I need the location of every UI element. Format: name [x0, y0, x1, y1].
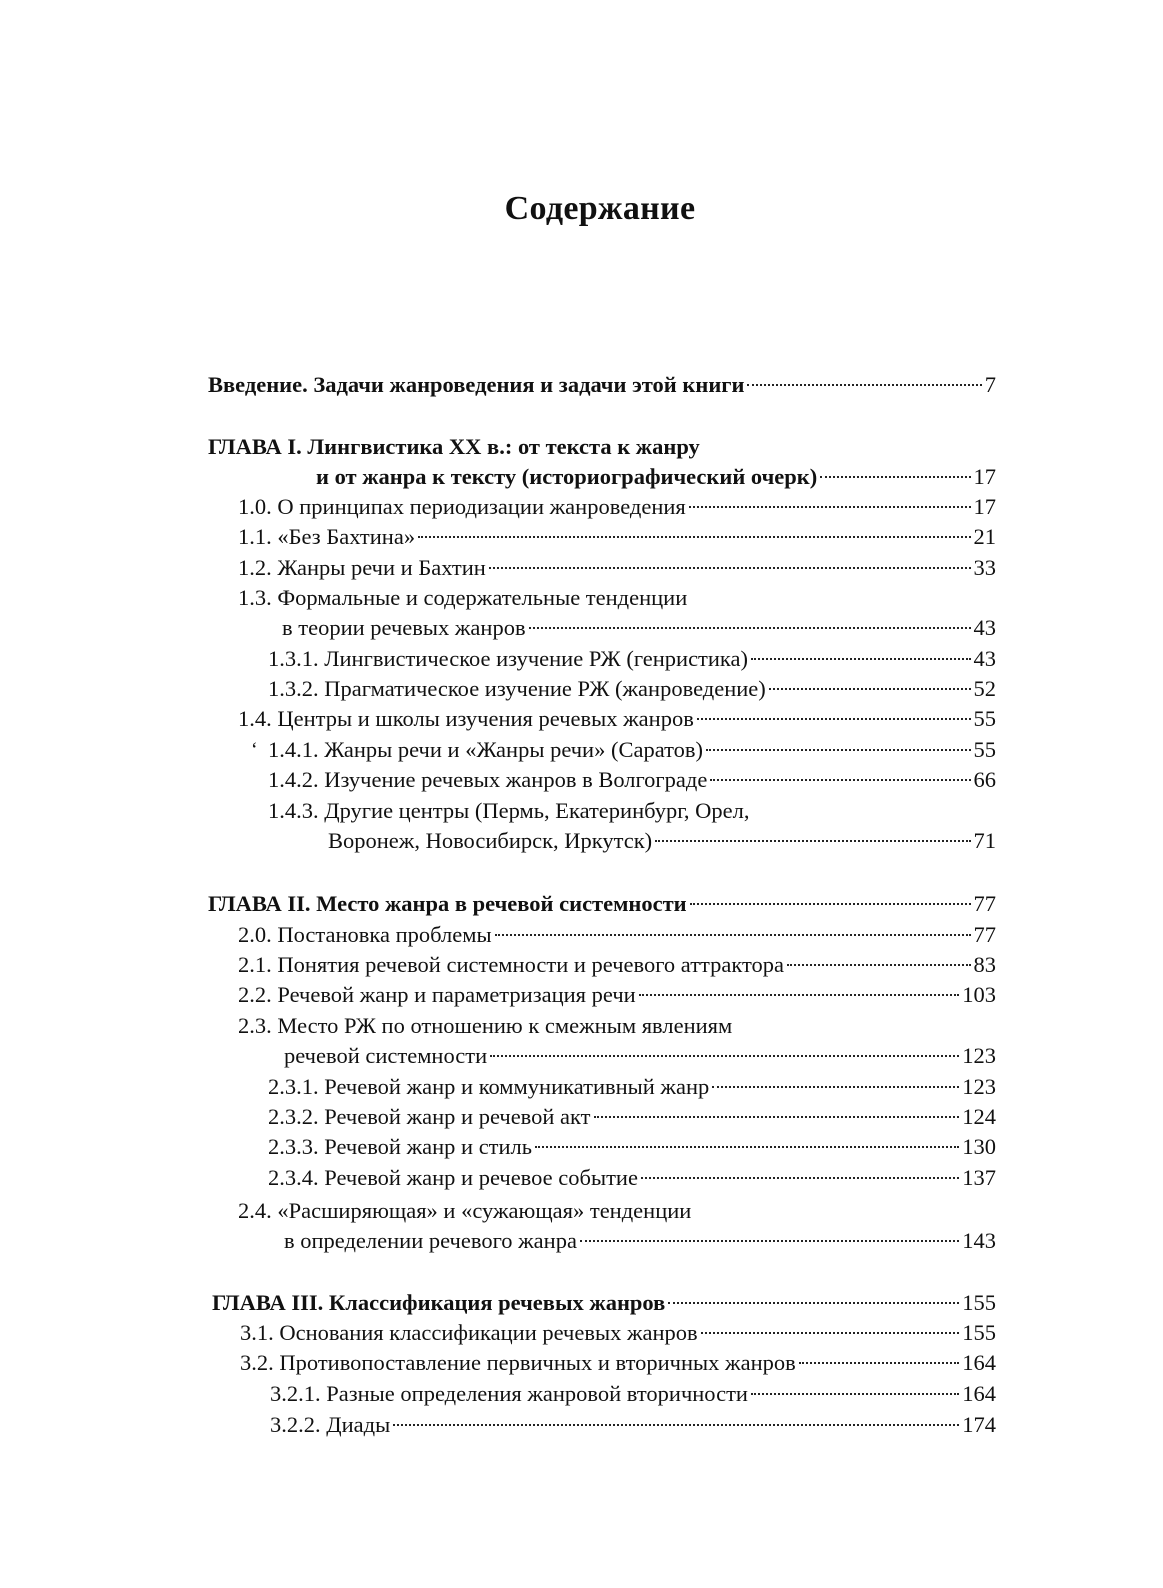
toc-entry-text: ГЛАВА III. Классификация речевых жанров — [212, 1290, 666, 1315]
toc-page-number: 55 — [973, 737, 996, 762]
toc-page-number: 164 — [962, 1350, 996, 1375]
toc-entry-text: 3.2.2. Диады — [270, 1412, 391, 1437]
toc-entry-text: и от жанра к тексту (историографический очерк) — [316, 464, 818, 489]
toc-page-number: 174 — [962, 1412, 996, 1437]
toc-entry-chapter-1-cont[interactable] — [316, 462, 996, 492]
toc-entry-text: 1.0. О принципах периодизации жанроведения — [238, 494, 686, 519]
dot-leader — [769, 688, 971, 690]
toc-entry-text: 2.3.2. Речевой жанр и речевой акт — [268, 1104, 591, 1129]
toc-entry-3-2-1[interactable] — [270, 1379, 996, 1409]
toc-entry-text: 2.3.3. Речевой жанр и стиль — [268, 1134, 533, 1159]
toc-entry-1-1[interactable] — [238, 522, 996, 552]
toc-page-number: 103 — [962, 982, 996, 1007]
dot-leader — [697, 718, 971, 720]
toc-entry-chapter-1[interactable] — [208, 432, 700, 462]
toc-page-number: 123 — [962, 1043, 996, 1068]
toc-entry-2-3-cont[interactable] — [284, 1041, 996, 1071]
toc-entry-2-3[interactable] — [238, 1011, 732, 1041]
dot-leader — [701, 1332, 960, 1334]
toc-entry-text: 2.1. Понятия речевой системности и речевого аттрактора — [238, 952, 785, 977]
toc-entry-text: в определении речевого жанра — [284, 1228, 577, 1253]
toc-page-number: 43 — [973, 646, 996, 671]
toc-page-number: 43 — [973, 615, 996, 640]
toc-page-number: 155 — [962, 1290, 996, 1315]
dot-leader — [690, 903, 971, 905]
dot-leader — [710, 779, 970, 781]
dot-leader — [580, 1240, 959, 1242]
toc-page-number: 155 — [962, 1320, 996, 1345]
toc-entry-1-3-1[interactable] — [268, 644, 996, 674]
toc-entry-text: 1.4.3. Другие центры (Пермь, Екатеринбург, Орел, — [268, 798, 750, 823]
toc-page-number: 137 — [962, 1165, 996, 1190]
toc-entry-2-4[interactable] — [238, 1196, 691, 1226]
toc-entry-3-2[interactable] — [240, 1348, 996, 1378]
toc-entry-2-3-4[interactable] — [268, 1163, 996, 1193]
toc-page-number: 33 — [973, 555, 996, 580]
toc-entry-text: ГЛАВА I. Лингвистика XX в.: от текста к жанру — [208, 434, 700, 459]
toc-entry-2-4-cont[interactable] — [284, 1226, 996, 1256]
toc-entry-2-2[interactable] — [238, 980, 996, 1010]
toc-page-number: 77 — [973, 922, 996, 947]
toc-entry-2-1[interactable] — [238, 950, 996, 980]
toc-page-number: 52 — [973, 676, 996, 701]
toc-entry-text: 1.1. «Без Бахтина» — [238, 524, 416, 549]
toc-entry-2-3-1[interactable] — [268, 1072, 996, 1102]
toc-entry-text: 3.2.1. Разные определения жанровой вторичности — [270, 1381, 748, 1406]
page-title: Содержание — [504, 190, 696, 227]
toc-page-number: 123 — [962, 1074, 996, 1099]
dot-leader — [668, 1302, 959, 1304]
toc-entry-3-1[interactable] — [240, 1318, 996, 1348]
toc-page-number: 21 — [973, 524, 996, 549]
dot-leader — [639, 994, 960, 996]
dot-leader — [489, 567, 971, 569]
toc-entry-text: 2.3.4. Речевой жанр и речевое событие — [268, 1165, 638, 1190]
toc-entry-1-4[interactable] — [238, 704, 996, 734]
toc-entry-text: 2.4. «Расширяющая» и «сужающая» тенденции — [238, 1198, 692, 1223]
toc-entry-1-4-3[interactable] — [268, 796, 750, 826]
toc-page-number: 164 — [962, 1381, 996, 1406]
toc-entry-text: 1.3.2. Прагматическое изучение РЖ (жанроведение) — [268, 676, 766, 701]
dot-leader — [787, 964, 970, 966]
stray-mark: ‘ — [251, 739, 258, 761]
toc-entry-1-0[interactable] — [238, 492, 996, 522]
toc-page-number: 66 — [973, 767, 996, 792]
toc-page-number: 17 — [973, 464, 996, 489]
toc-page-number: 143 — [962, 1228, 996, 1253]
toc-entry-text: речевой системности — [284, 1043, 488, 1068]
toc-entry-text: ГЛАВА II. Место жанра в речевой системности — [208, 891, 687, 916]
dot-leader — [490, 1055, 959, 1057]
dot-leader — [706, 749, 970, 751]
toc-page-number: 83 — [973, 952, 996, 977]
toc-entry-introduction[interactable] — [208, 370, 996, 400]
dot-leader — [712, 1086, 959, 1088]
toc-entry-1-4-2[interactable] — [268, 765, 996, 795]
toc-page-number: 130 — [962, 1134, 996, 1159]
toc-entry-text: 3.1. Основания классификации речевых жанров — [240, 1320, 698, 1345]
toc-entry-text: 1.4.2. Изучение речевых жанров в Волгограде — [268, 767, 708, 792]
toc-entry-text: 1.4. Центры и школы изучения речевых жанров — [238, 706, 694, 731]
toc-entry-text: Введение. Задачи жанроведения и задачи этой книги — [208, 372, 745, 397]
toc-entry-text: в теории речевых жанров — [282, 615, 526, 640]
toc-entry-text: Воронеж, Новосибирск, Иркутск) — [328, 828, 653, 853]
dot-leader — [689, 506, 971, 508]
toc-page-number: 7 — [984, 372, 996, 397]
toc-entry-text: 1.3.1. Лингвистическое изучение РЖ (генристика) — [268, 646, 749, 671]
toc-entry-2-3-2[interactable] — [268, 1102, 996, 1132]
dot-leader — [535, 1146, 959, 1148]
toc-page-number: 77 — [973, 891, 996, 916]
dot-leader — [594, 1116, 960, 1118]
toc-entry-1-4-1[interactable] — [268, 735, 996, 765]
dot-leader — [747, 384, 981, 386]
dot-leader — [751, 658, 970, 660]
dot-leader — [418, 536, 970, 538]
dot-leader — [495, 934, 971, 936]
toc-entry-text: 3.2. Противопоставление первичных и вторичных жанров — [240, 1350, 796, 1375]
dot-leader — [820, 476, 970, 478]
toc-entry-2-0[interactable] — [238, 920, 996, 950]
dot-leader — [393, 1424, 959, 1426]
toc-entry-1-4-3-cont[interactable] — [328, 826, 996, 856]
dot-leader — [641, 1177, 959, 1179]
toc-entry-text: 1.3. Формальные и содержательные тенденции — [238, 585, 688, 610]
toc-entry-text: 2.0. Постановка проблемы — [238, 922, 492, 947]
toc-entry-chapter-2[interactable] — [208, 889, 996, 919]
toc-entry-2-3-3[interactable] — [268, 1132, 996, 1162]
dot-leader — [529, 627, 971, 629]
toc-entry-1-3[interactable] — [238, 583, 687, 613]
dot-leader — [751, 1393, 959, 1395]
toc-entry-chapter-3[interactable] — [212, 1288, 996, 1318]
dot-leader — [655, 840, 970, 842]
toc-page-number: 17 — [973, 494, 996, 519]
toc-entry-text: 1.4.1. Жанры речи и «Жанры речи» (Саратов) — [268, 737, 704, 762]
toc-entry-text: 2.3. Место РЖ по отношению к смежным явлениям — [238, 1013, 733, 1038]
toc-entry-text: 2.3.1. Речевой жанр и коммуникативный жанр — [268, 1074, 710, 1099]
dot-leader — [799, 1362, 960, 1364]
toc-page-number: 71 — [973, 828, 996, 853]
toc-entry-1-3-cont[interactable] — [282, 613, 996, 643]
toc-page-number: 55 — [973, 706, 996, 731]
toc-entry-text: 2.2. Речевой жанр и параметризация речи — [238, 982, 636, 1007]
toc-entry-1-3-2[interactable] — [268, 674, 996, 704]
toc-entry-1-2[interactable] — [238, 553, 996, 583]
toc-entry-text: 1.2. Жанры речи и Бахтин — [238, 555, 486, 580]
toc-entry-3-2-2[interactable] — [270, 1410, 996, 1440]
toc-page-number: 124 — [962, 1104, 996, 1129]
